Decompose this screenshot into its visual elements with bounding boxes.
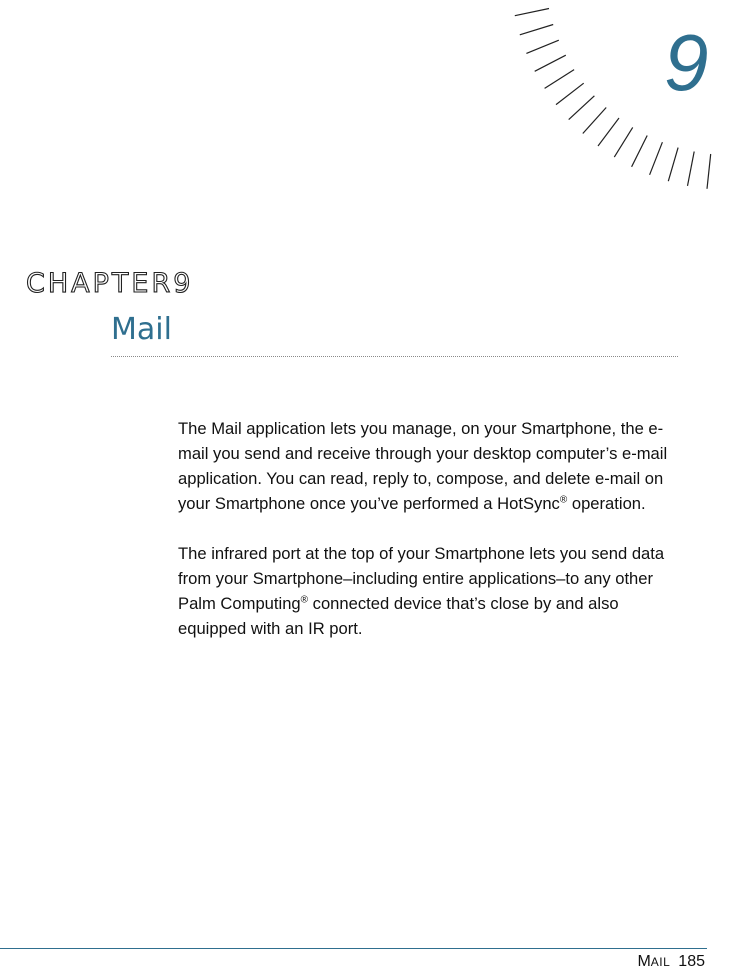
- body-text: [178, 416, 678, 666]
- footer-section-rest: AIL: [650, 955, 671, 969]
- title-divider: [111, 356, 678, 357]
- tick-mark: [520, 25, 553, 35]
- intro-paragraph-tail: operation.: [567, 494, 646, 513]
- tick-mark: [556, 83, 584, 104]
- registered-mark: ®: [559, 494, 568, 506]
- infrared-paragraph-tail: connected device that’s close by and also equipped with an IR port.: [178, 594, 619, 638]
- tick-mark: [583, 108, 606, 134]
- tick-mark: [688, 152, 695, 186]
- tick-mark: [545, 70, 575, 89]
- tick-mark: [569, 96, 595, 120]
- tick-mark: [515, 9, 549, 16]
- page-number: 185: [678, 953, 705, 970]
- infrared-paragraph: [178, 541, 678, 641]
- intro-paragraph: [178, 416, 678, 516]
- chapter-label: CHAPTER9: [26, 268, 194, 299]
- registered-mark: ®: [300, 594, 309, 606]
- page-footer: [637, 953, 705, 971]
- tick-mark: [707, 154, 711, 189]
- tick-mark: [650, 142, 663, 175]
- tick-mark: [598, 118, 619, 146]
- intro-paragraph-text: The Mail application lets you manage, on your Smartphone, the e-mail you send and receive through your desktop computer’s e-mail application. You can read, reply to, compose, and delete e-mail on your Smartphone once you’ve performed a HotSync: [178, 419, 668, 513]
- chapter-title: Mail: [111, 312, 172, 347]
- tick-mark: [632, 136, 648, 167]
- footer-section-initial: M: [637, 953, 651, 970]
- tick-mark: [668, 148, 678, 182]
- chapter-tick-arc-decoration: [0, 0, 747, 220]
- tick-mark: [535, 55, 566, 71]
- infrared-paragraph-text: The infrared port at the top of your Smartphone lets you send data from your Smartphone–including entire applications–to any other Palm Computing: [178, 544, 665, 613]
- footer-divider: [0, 948, 707, 949]
- tick-mark: [526, 40, 558, 53]
- tick-mark: [614, 127, 632, 157]
- chapter-number: 9: [664, 18, 709, 107]
